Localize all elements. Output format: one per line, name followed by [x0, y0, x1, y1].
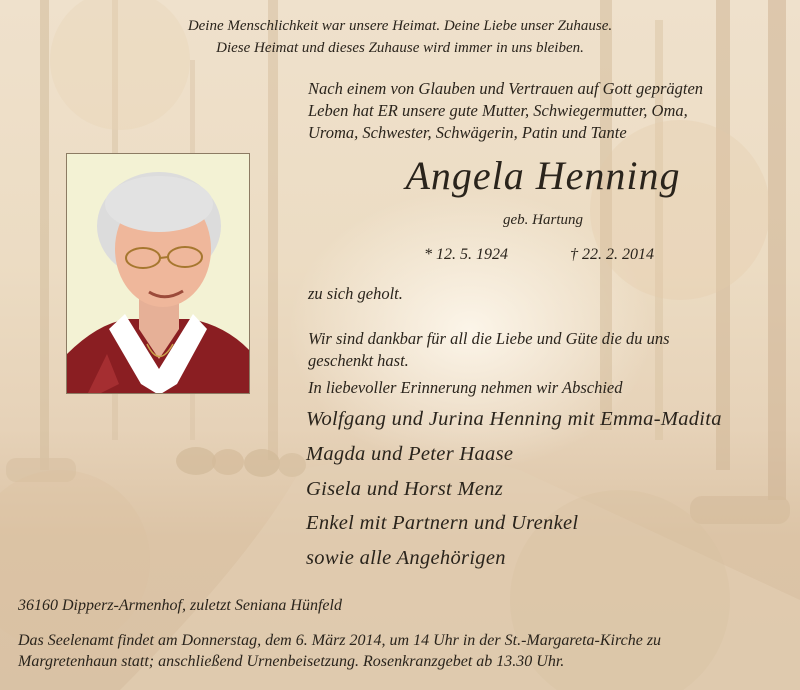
address-line: 36160 Dipperz-Armenhof, zuletzt Seniana Hünfeld [18, 597, 342, 614]
deceased-name: Angela Henning [405, 153, 681, 198]
mourner-line: Magda und Peter Haase [306, 443, 514, 465]
birth-date: * 12. 5. 1924 [424, 246, 508, 263]
intro-line-3: Uroma, Schwester, Schwägerin, Patin und Tante [308, 123, 627, 142]
gratitude-line-2: geschenkt hast. [308, 351, 409, 370]
birth-name: geb. Hartung [503, 212, 583, 228]
service-line-2: Margretenhaun statt; anschließend Urnenbeisetzung. Rosenkranzgebet ab 13.30 Uhr. [18, 653, 565, 670]
intro-line-1: Nach einem von Glauben und Vertrauen auf Gott geprägten [308, 79, 704, 98]
service-line-1: Das Seelenamt findet am Donnerstag, dem 6. März 2014, um 14 Uhr in der St.-Margareta-Kirche zu [18, 632, 662, 649]
gratitude-line-1: Wir sind dankbar für all die Liebe und Güte die du uns [308, 329, 670, 348]
gratitude-line-3: In liebevoller Erinnerung nehmen wir Abschied [308, 378, 623, 397]
mourner-line: sowie alle Angehörigen [306, 547, 506, 569]
mourner-line: Gisela und Horst Menz [306, 478, 504, 500]
death-date: † 22. 2. 2014 [570, 246, 654, 263]
mourner-line: Enkel mit Partnern und Urenkel [306, 512, 579, 534]
mourner-line: Wolfgang und Jurina Henning mit Emma-Madita [306, 408, 722, 430]
portrait-illustration [67, 154, 250, 394]
taken-text: zu sich geholt. [308, 284, 403, 303]
motto-line-2: Diese Heimat und dieses Zuhause wird immer in uns bleiben. [216, 40, 584, 56]
portrait-photo [66, 153, 250, 394]
motto-line-1: Deine Menschlichkeit war unsere Heimat. Deine Liebe unser Zuhause. [187, 18, 613, 34]
intro-line-2: Leben hat ER unsere gute Mutter, Schwiegermutter, Oma, [308, 101, 688, 120]
